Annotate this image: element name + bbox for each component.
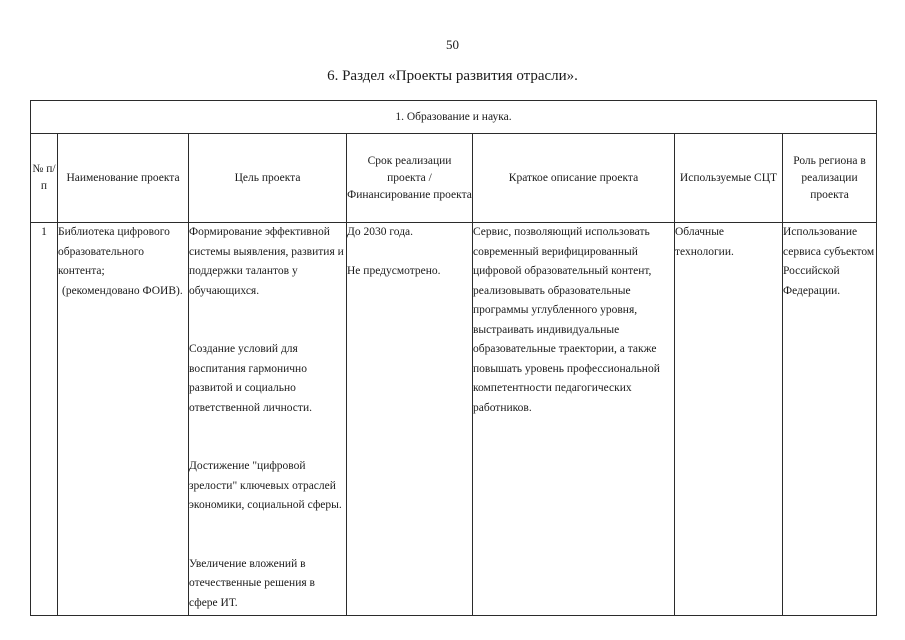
table-header-row [31,134,877,223]
goal-item: Достижение "цифровой зрелости" ключевых отраслей экономики, социальной сферы. [189,460,342,511]
project-name: Библиотека цифрового образовательного контента; [58,226,170,277]
column-header-description: Краткое описание проекта [473,134,675,223]
column-header-technologies: Используемые СЦТ [675,134,783,223]
table-caption-row [31,101,877,134]
section-title: 6. Раздел «Проекты развития отрасли». [327,68,578,84]
goal-item: Создание условий для воспитания гармонично развитой и социально ответственной личности. [189,343,312,414]
goal-item: Формирование эффективной системы выявления, развития и поддержки талантов у обучающихся. [189,226,344,297]
region-role-cell: Использование сервиса субъектом Российской Федерации. [783,223,877,616]
term-value: До 2030 года. [347,226,414,238]
column-header-project-goal: Цель проекта [189,134,347,223]
table-caption: 1. Образование и наука. [31,101,877,134]
term-funding-cell [347,223,473,616]
column-header-region-role: Роль региона в реализации проекта [783,134,877,223]
table-row [31,223,877,616]
goal-item: Увеличение вложений в отечественные решения в сфере ИТ. [189,557,315,609]
row-number: 1 [31,223,58,616]
column-header-term-funding: Срок реализации проекта / Финансирование проекта [347,134,473,223]
projects-table [30,100,877,616]
column-header-number: № п/п [31,134,58,223]
technologies-cell: Облачные технологии. [675,223,783,616]
column-header-project-name: Наименование проекта [58,134,189,223]
description-cell: Сервис, позволяющий использовать современный верифицированный цифровой образовательный контент, реализовывать образовательные программы углубленного уровня, выстраивать индивидуальные образовательные траектории, а также повышать уровень профессиональной компетентности педагогических работников. [473,223,675,616]
project-name-cell [58,223,189,616]
funding-value: Не предусмотрено. [347,265,441,277]
project-goal-cell [189,223,347,616]
project-name-note: (рекомендовано ФОИВ). [62,284,183,297]
page-number: 50 [446,37,459,52]
